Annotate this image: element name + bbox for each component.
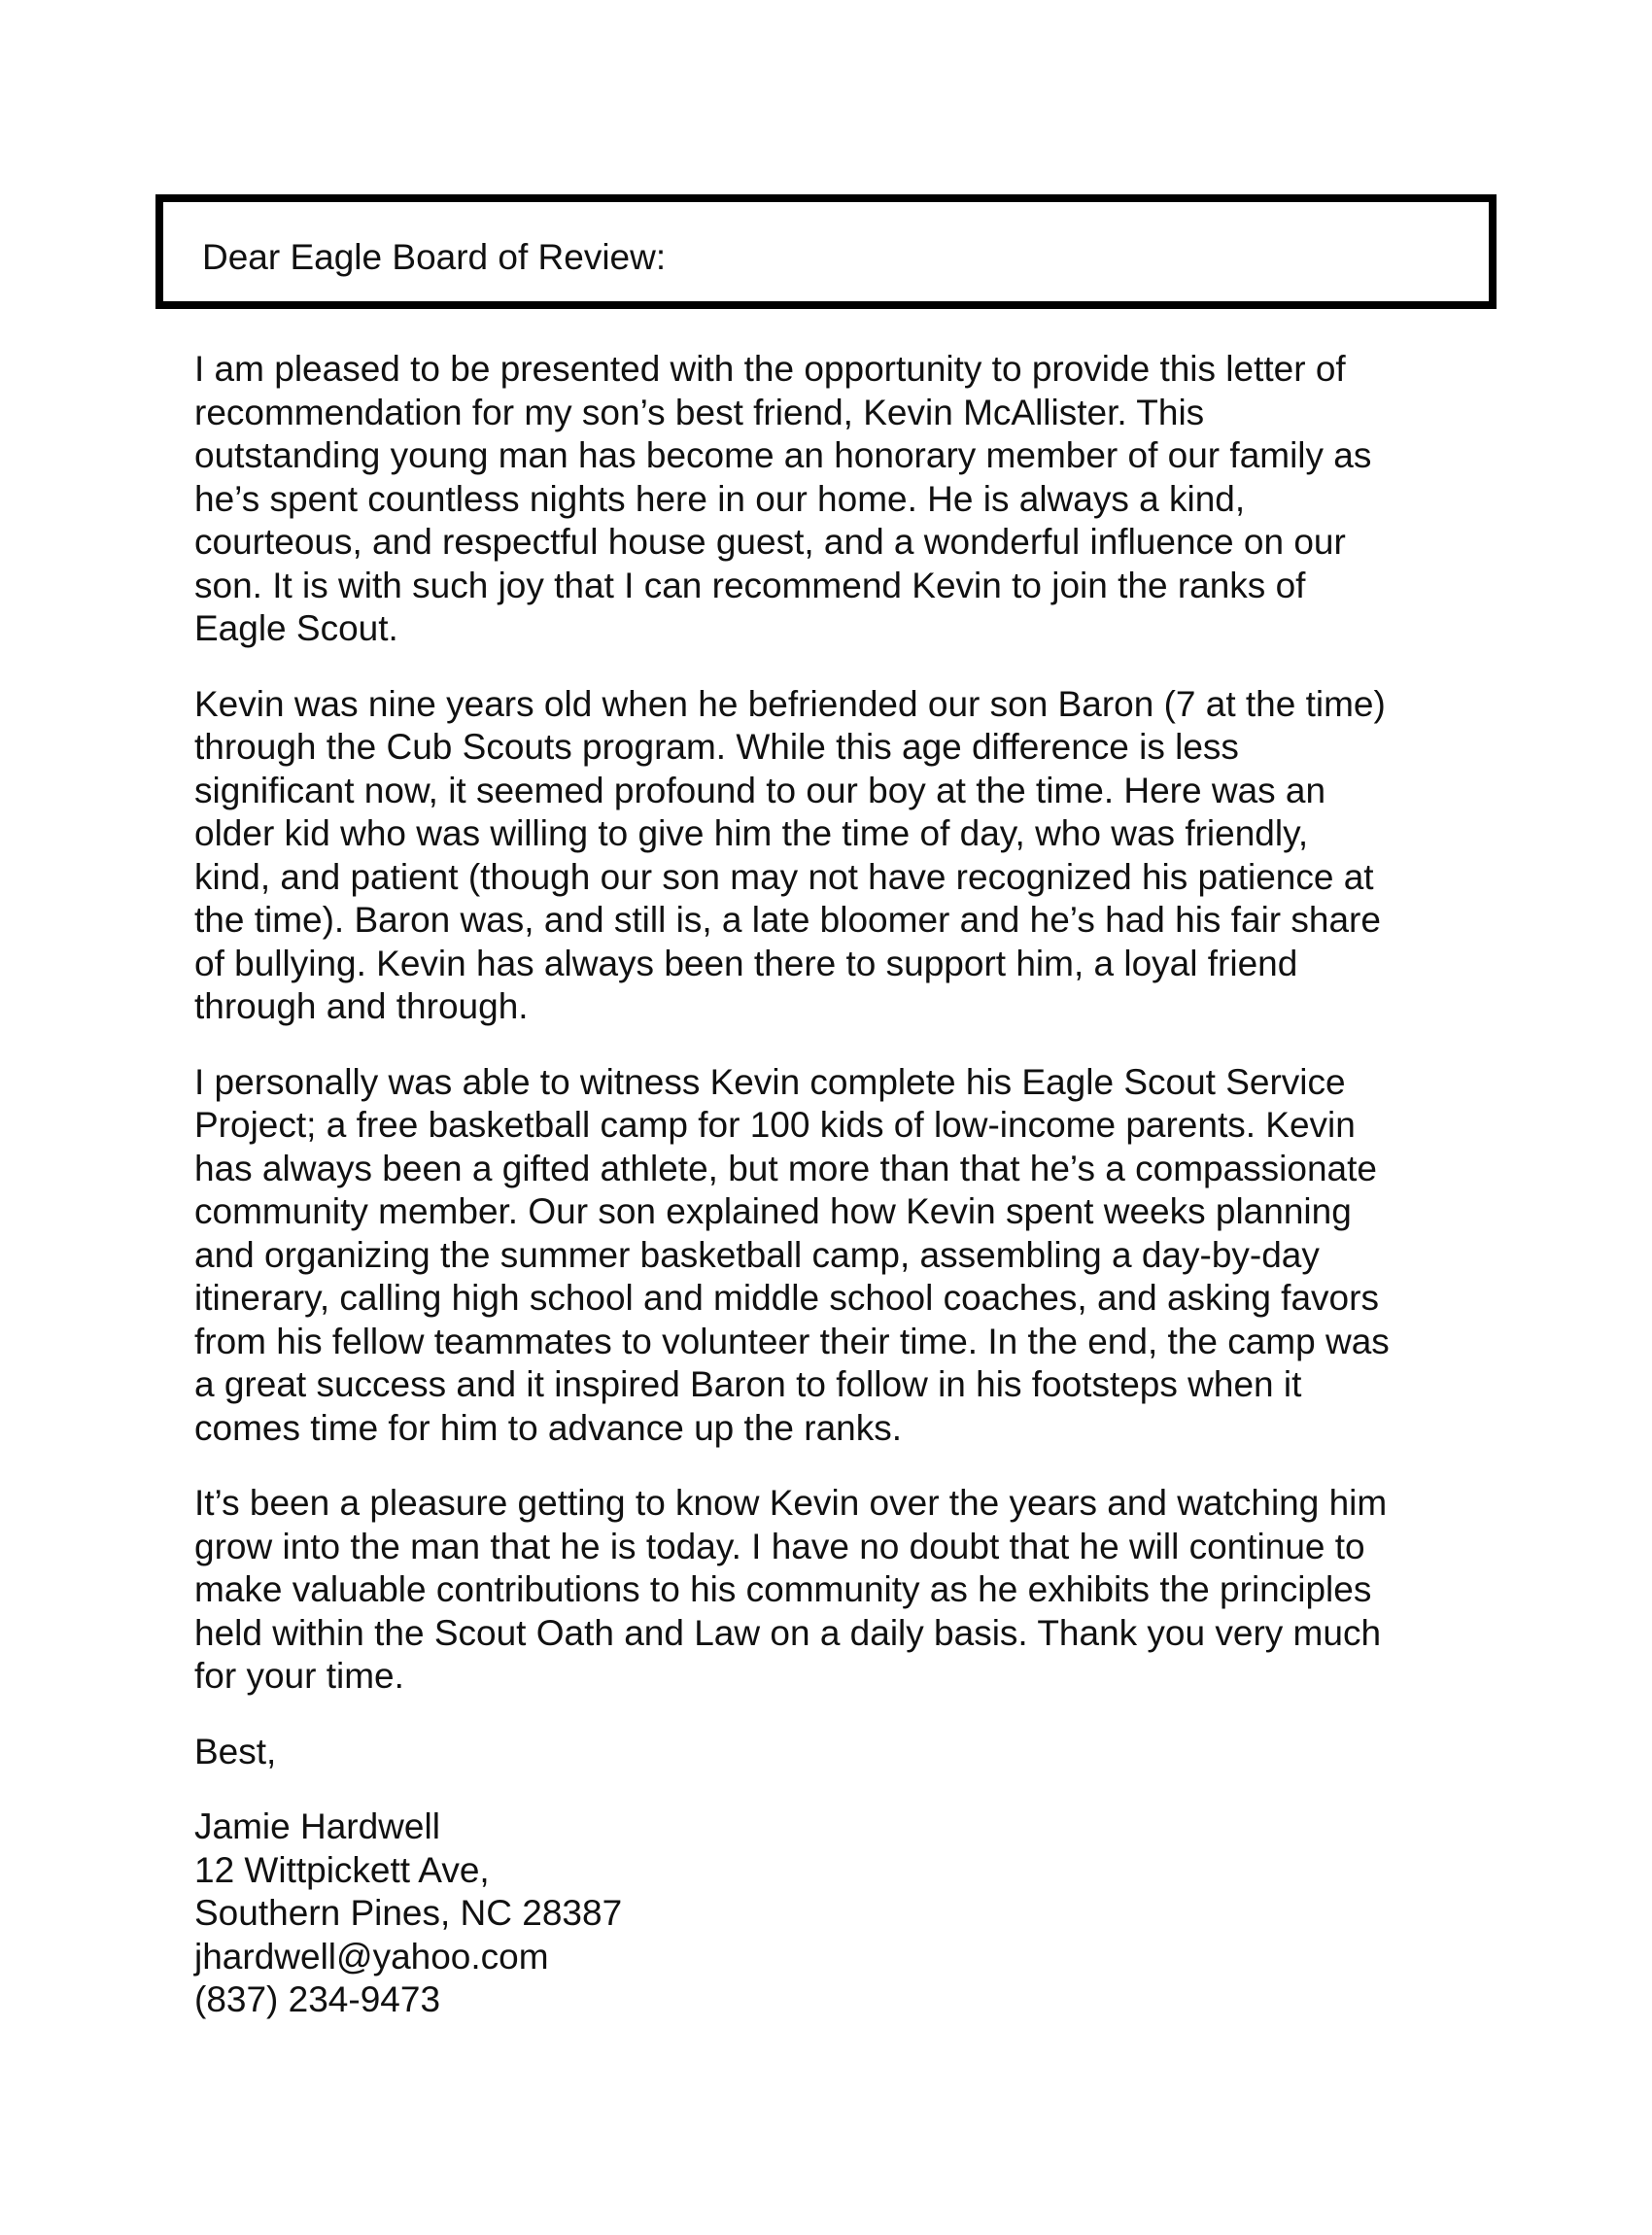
letter-body	[194, 348, 1477, 2022]
address-line-2: Southern Pines, NC 28387	[194, 1893, 623, 1933]
paragraph-line: older kid who was willing to give him the time of day, who was friendly,	[194, 813, 1309, 853]
paragraph-line: make valuable contributions to his community as he exhibits the principles	[194, 1569, 1372, 1609]
paragraph-line: through and through.	[194, 986, 529, 1026]
paragraph-line: and organizing the summer basketball camp, assembling a day-by-day	[194, 1234, 1320, 1275]
signature-block	[194, 1805, 1477, 2022]
paragraph-2	[194, 683, 1477, 1029]
phone-number: (837) 234-9473	[194, 1979, 441, 2019]
address-line-1: 12 Wittpickett Ave,	[194, 1849, 490, 1890]
paragraph-line: itinerary, calling high school and middle school coaches, and asking favors	[194, 1278, 1379, 1318]
paragraph-3	[194, 1061, 1477, 1451]
paragraph-line: grow into the man that he is today. I have no doubt that he will continue to	[194, 1526, 1365, 1566]
paragraph-line: through the Cub Scouts program. While this age difference is less	[194, 727, 1239, 767]
paragraph-line: he’s spent countless nights here in our home. He is always a kind,	[194, 478, 1246, 519]
paragraph-line: significant now, it seemed profound to our boy at the time. Here was an	[194, 770, 1326, 810]
paragraph-line: community member. Our son explained how Kevin spent weeks planning	[194, 1191, 1352, 1231]
paragraph-line: recommendation for my son’s best friend, Kevin McAllister. This	[194, 392, 1205, 432]
paragraph-line: I personally was able to witness Kevin complete his Eagle Scout Service	[194, 1061, 1346, 1102]
paragraph-line: a great success and it inspired Baron to follow in his footsteps when it	[194, 1364, 1302, 1404]
paragraph-line: has always been a gifted athlete, but more than that he’s a compassionate	[194, 1148, 1377, 1188]
paragraph-line: held within the Scout Oath and Law on a daily basis. Thank you very much	[194, 1612, 1382, 1653]
paragraph-line: from his fellow teammates to volunteer their time. In the end, the camp was	[194, 1321, 1390, 1361]
paragraph-line: I am pleased to be presented with the opportunity to provide this letter of	[194, 349, 1346, 389]
paragraph-line: Kevin was nine years old when he befriended our son Baron (7 at the time)	[194, 683, 1386, 724]
salutation: Dear Eagle Board of Review:	[202, 237, 667, 277]
paragraph-line: courteous, and respectful house guest, and a wonderful influence on our	[194, 522, 1346, 562]
paragraph-line: outstanding young man has become an honorary member of our family as	[194, 435, 1372, 475]
paragraph-line: It’s been a pleasure getting to know Kevin over the years and watching him	[194, 1483, 1388, 1523]
paragraph-line: of bullying. Kevin has always been there to support him, a loyal friend	[194, 943, 1298, 983]
paragraph-line: comes time for him to advance up the ranks.	[194, 1407, 903, 1448]
paragraph-line: Eagle Scout.	[194, 608, 398, 648]
paragraph-line: for your time.	[194, 1656, 404, 1696]
paragraph-line: kind, and patient (though our son may not have recognized his patience at	[194, 856, 1374, 897]
salutation-box	[155, 194, 1497, 309]
paragraph-line: son. It is with such joy that I can recommend Kevin to join the ranks of	[194, 565, 1306, 605]
paragraph-4	[194, 1482, 1477, 1699]
email-address: jhardwell@yahoo.com	[194, 1936, 549, 1977]
closing: Best,	[194, 1731, 277, 1771]
paragraph-line: Project; a free basketball camp for 100 kids of low-income parents. Kevin	[194, 1105, 1356, 1145]
paragraph-line: the time). Baron was, and still is, a late bloomer and he’s had his fair share	[194, 900, 1381, 940]
paragraph-1	[194, 348, 1477, 651]
signer-name: Jamie Hardwell	[194, 1806, 440, 1846]
